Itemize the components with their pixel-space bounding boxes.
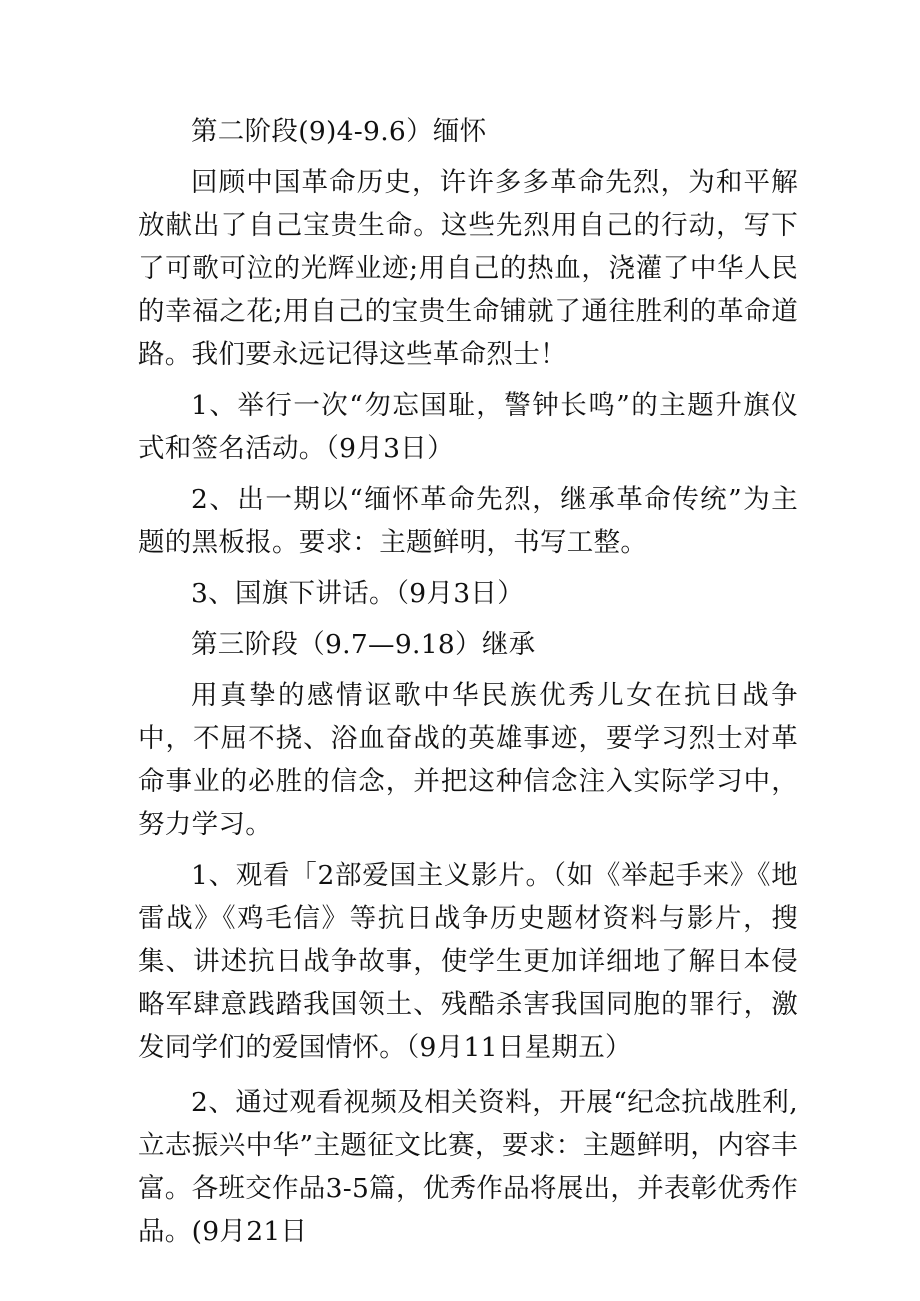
- document-body: [138, 110, 798, 1253]
- section-heading-stage-three: 第三阶段（9.7—9.18）继承: [191, 629, 536, 660]
- paragraph-inheritance: 用真挚的感情讴歌中华民族优秀儿女在抗日战争中，不屈不挠、浴血奋战的英雄事迹，要学习烈士对革命事业的必胜的信念，并把这种信念注入实际学习中，努力学习。: [138, 680, 798, 840]
- list-item-blackboard: 2、出一期以“缅怀革命先烈，继承革命传统”为主题的黑板报。要求：主题鲜明，书写工整。: [138, 484, 798, 558]
- paragraph-remembrance: 回顾中国革命历史，许许多多革命先烈，为和平解放献出了自己宝贵生命。这些先烈用自己的行动，写下了可歌可泣的光辉业迹;用自己的热血，浇灌了中华人民的幸福之花;用自己的宝贵生命铺就了通往胜利的革命道路。我们要永远记得这些革命烈士！: [138, 167, 798, 370]
- list-item-flag-speech: 3、国旗下讲话。（9月3日）: [191, 578, 525, 609]
- list-item-films: 1、观看「2部爱国主义影片。（如《举起手来》《地雷战》《鸡毛信》等抗日战争历史题材资料与影片，搜集、讲述抗日战争故事，使学生更加详细地了解日本侵略军肆意践踏我国领土、残酷杀害我国同胞的罪行，激发同学们的爱国情怀。（9月11日星期五）: [138, 860, 798, 1063]
- section-heading-stage-two: 第二阶段(9)4-9.6）缅怀: [191, 116, 487, 147]
- list-item-essay-contest: 2、通过观看视频及相关资料，开展“纪念抗战胜利,立志振兴中华”主题征文比赛，要求：主题鲜明，内容丰富。各班交作品3-5篇，优秀作品将展出，并表彰优秀作品。(9月21日: [138, 1087, 798, 1247]
- list-item-flag-ceremony: 1、举行一次“勿忘国耻，警钟长鸣”的主题升旗仪式和签名活动。（9月3日）: [138, 390, 798, 464]
